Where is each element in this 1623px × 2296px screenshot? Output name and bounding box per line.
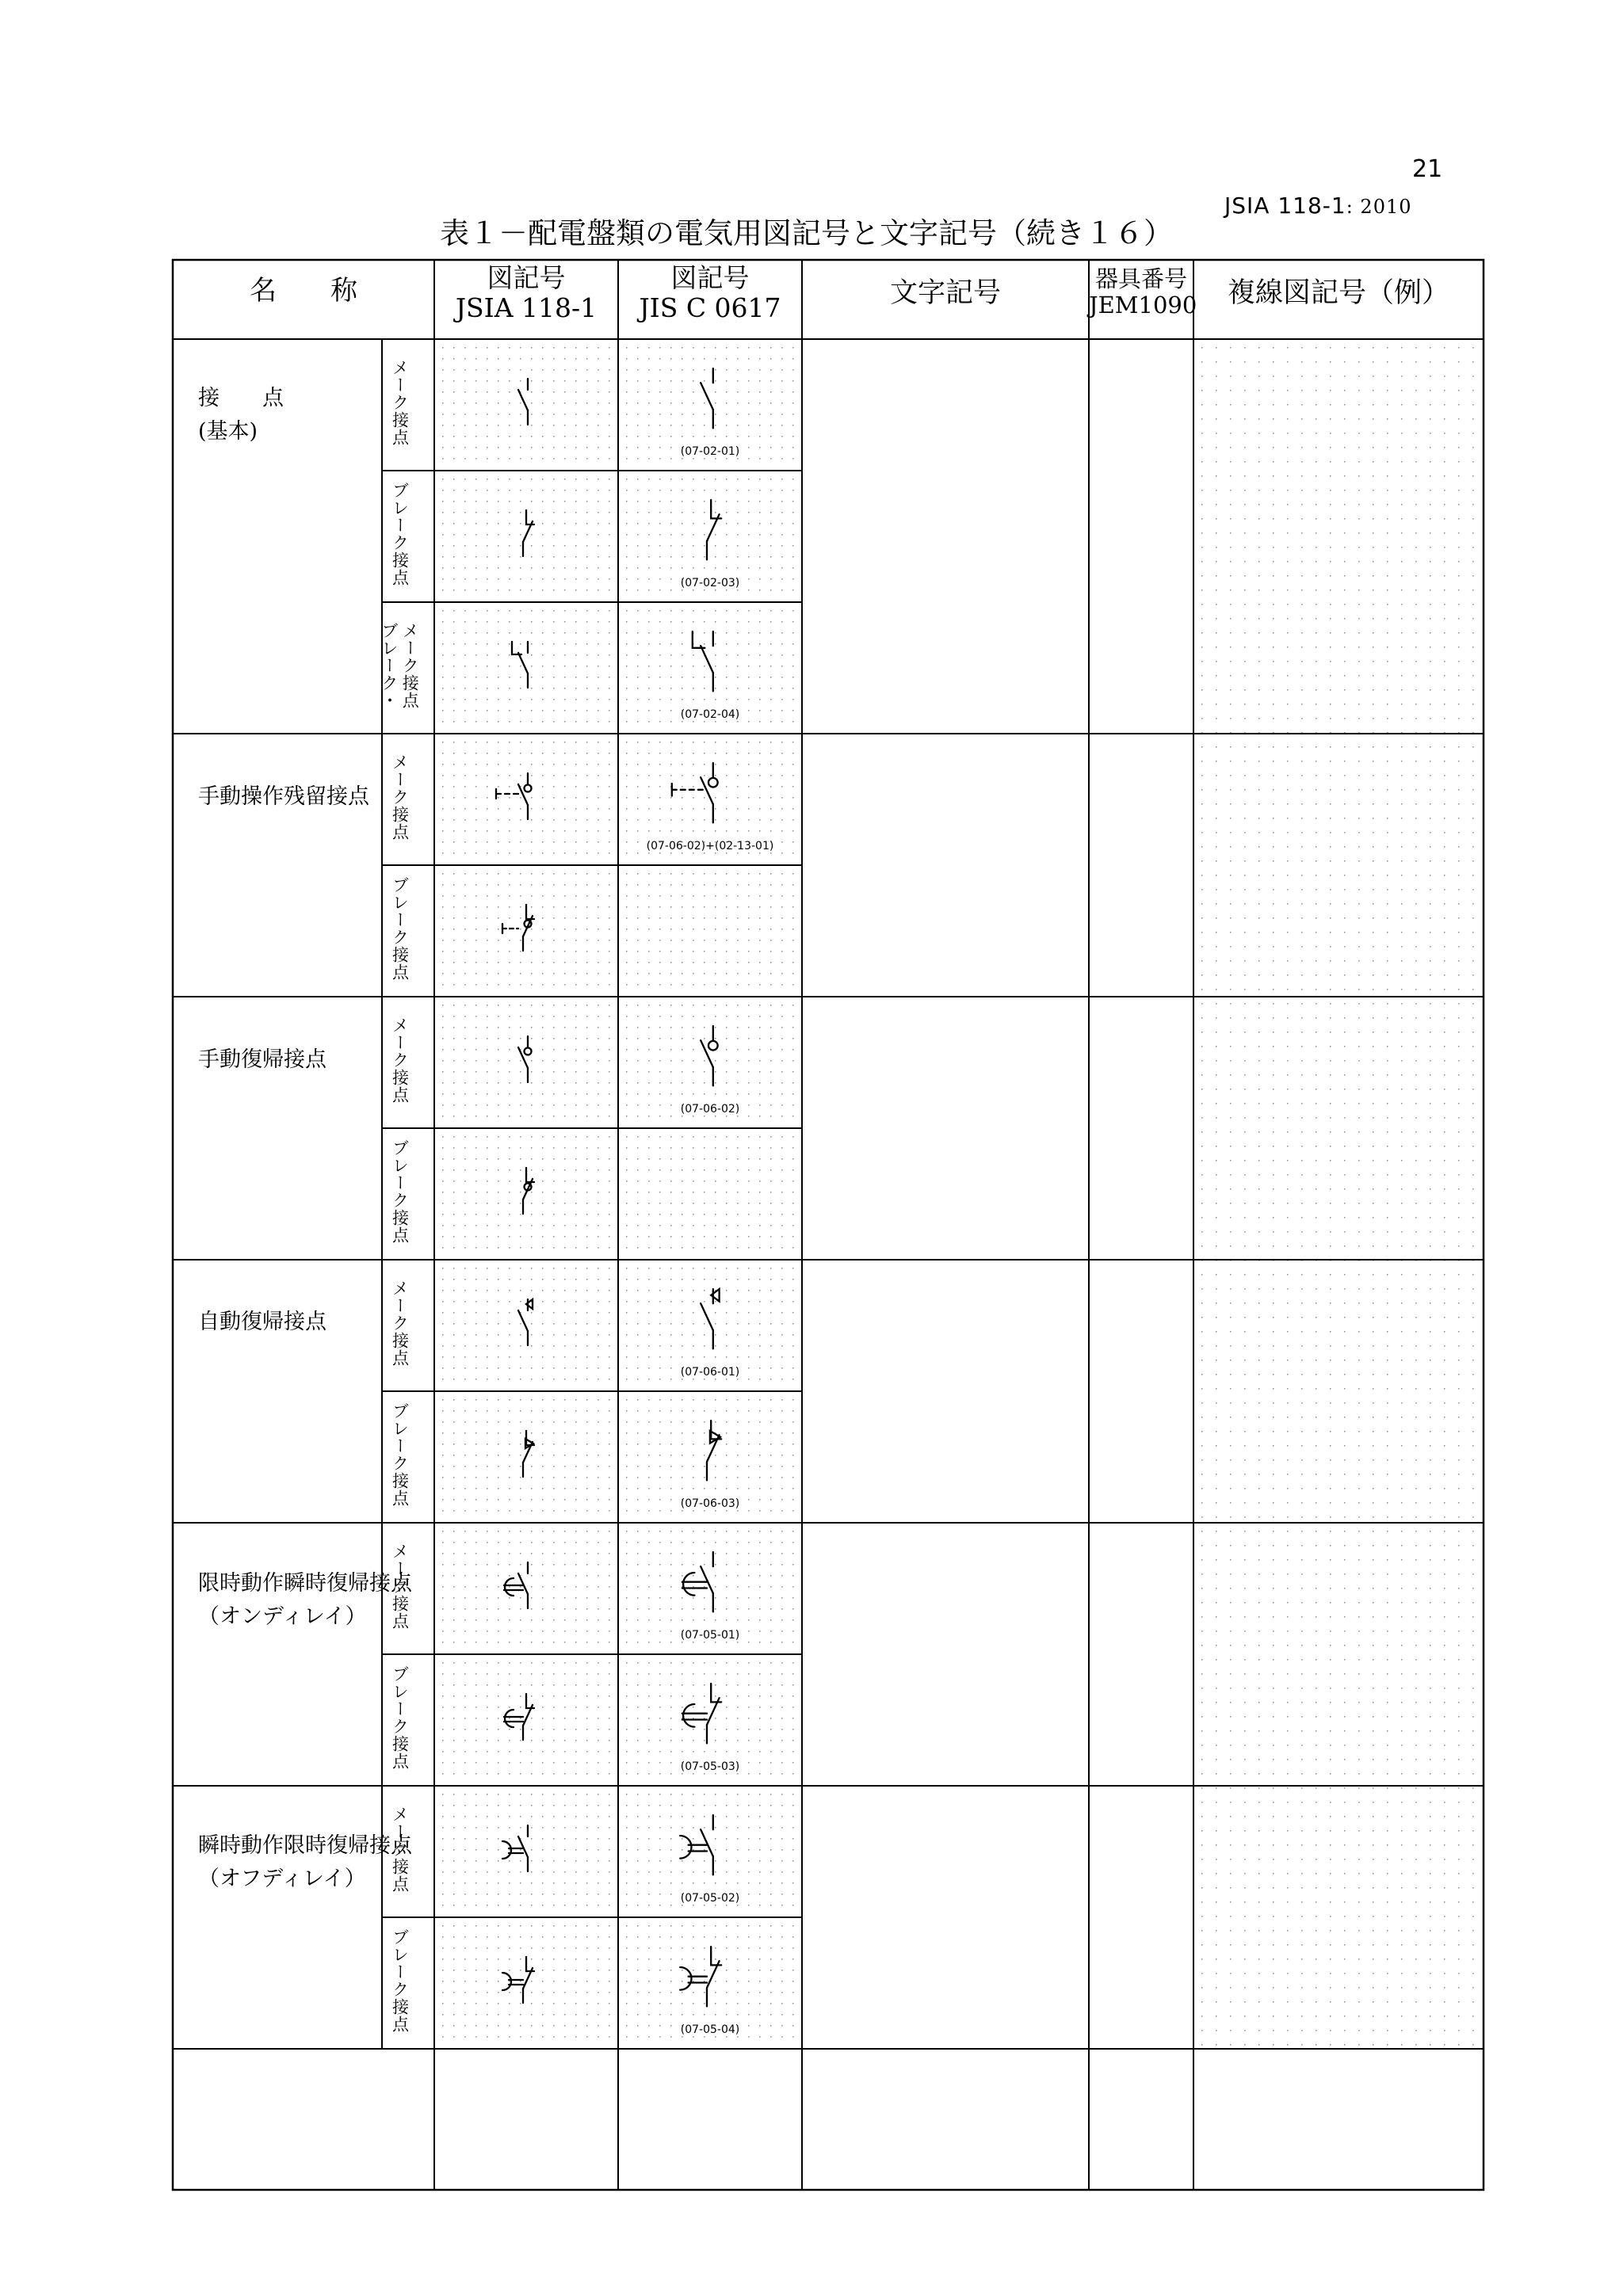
jis-reference-code: (07-02-03) [680, 577, 740, 589]
header-device-number [1089, 265, 1197, 319]
sub-label-text: ブレーク接点 [390, 876, 410, 981]
jis-reference-code: (07-06-03) [680, 1497, 740, 1510]
jis-reference-code: (07-06-02)+(02-13-01) [646, 840, 774, 852]
name-auto-reset: 自動復帰接点 [198, 1310, 327, 1334]
jis-reference-code: (07-05-03) [680, 1760, 740, 1773]
retain-make-contact-symbol [518, 1036, 532, 1082]
sub-label-text: メーク接点 [390, 1280, 410, 1367]
sub-label-text: メーク接点 ブレーク・ [380, 622, 420, 709]
header-jis-line1: 図記号 [670, 262, 750, 293]
sub-label-text: メーク接点 [390, 1016, 410, 1104]
page-number: 21 [1412, 155, 1443, 183]
sub-label-text: ブレーク接点 [390, 1402, 410, 1507]
header-jsia-line1: 図記号 [487, 262, 566, 293]
sub-label-text: ブレーク接点 [390, 482, 410, 586]
auto-make-contact-symbol [518, 1299, 533, 1345]
make-contact-symbol [518, 379, 528, 425]
jis-reference-code: (07-02-01) [680, 445, 740, 458]
sub-label-make [382, 1523, 417, 1650]
ondelay-break-contact-symbol [504, 1694, 534, 1740]
offdelay-break-contact-symbol [502, 1957, 534, 2003]
header-jis-symbol [618, 263, 802, 323]
jis-reference-code: (07-05-02) [680, 1892, 740, 1905]
sub-label-make [382, 997, 417, 1123]
retain-break-contact-symbol [523, 1168, 534, 1214]
header-jis-line2: JIS C 0617 [639, 292, 781, 323]
header-device-line2: JEM1090 [1089, 292, 1197, 319]
make-contact-symbol [701, 368, 713, 428]
sub-label-text: メーク接点 [390, 1806, 410, 1893]
standard-code: JSIA 118-1 [1224, 193, 1346, 219]
header-device-line1: 器具番号 [1094, 265, 1187, 292]
sub-label-text: メーク接点 [390, 753, 410, 841]
retain-make-contact-symbol [701, 1026, 717, 1085]
sub-label-break [382, 1654, 417, 1781]
manual-make-contact-symbol [672, 763, 718, 822]
transfer-contact-symbol [693, 631, 713, 691]
offdelay-make-contact-symbol [502, 1825, 528, 1871]
auto-break-contact-symbol [523, 1431, 534, 1477]
sub-label-break [382, 471, 417, 597]
auto-break-contact-symbol [707, 1421, 721, 1480]
ondelay-break-contact-symbol [682, 1684, 721, 1743]
ondelay-make-contact-symbol [682, 1552, 713, 1611]
table-frame [173, 260, 1484, 2190]
sub-label-text: メーク接点 [390, 1543, 410, 1630]
sub-label-break [382, 1391, 417, 1518]
manual-make-contact-symbol [496, 773, 532, 819]
sub-label-break [382, 1917, 417, 2044]
jis-reference-code: (07-05-04) [680, 2023, 740, 2036]
offdelay-break-contact-symbol [680, 1947, 721, 2006]
sub-label-make [382, 1260, 417, 1386]
sub-label-text: ブレーク接点 [390, 1928, 410, 2033]
header-jsia-symbol [434, 263, 618, 323]
sub-label-text: メーク接点 [390, 359, 410, 446]
sub-label-make [382, 1786, 417, 1913]
jis-reference-code: (07-06-01) [680, 1366, 740, 1379]
manual-break-contact-symbol [502, 905, 534, 951]
jis-reference-code: (07-05-01) [680, 1629, 740, 1642]
auto-make-contact-symbol [701, 1289, 719, 1348]
standard-year: : 2010 [1346, 196, 1412, 218]
ondelay-make-contact-symbol [504, 1562, 528, 1608]
sub-label-make [382, 734, 417, 860]
sub-label-text: ブレーク接点 [390, 1139, 410, 1244]
break-contact-symbol [707, 500, 721, 559]
header-name: 名 称 [250, 275, 357, 307]
name-on-delay: 限時動作瞬時復帰接点 （オンディレイ） [198, 1571, 412, 1629]
sub-label-break [382, 865, 417, 992]
transfer-contact-symbol [512, 642, 528, 688]
header-jsia-line2: JSIA 118-1 [455, 292, 598, 323]
sub-label-text: ブレーク接点 [390, 1665, 410, 1770]
offdelay-make-contact-symbol [680, 1815, 713, 1875]
name-manual-residual: 手動操作残留接点 [198, 784, 369, 809]
name-manual-reset: 手動復帰接点 [198, 1047, 327, 1072]
sub-label-break-make [380, 602, 420, 729]
header-letter-symbol: 文字記号 [889, 277, 1001, 309]
name-off-delay: 瞬時動作限時復帰接点 （オフディレイ） [198, 1833, 412, 1891]
name-contact-basic: 接 点 (基本) [198, 386, 284, 444]
sub-label-break [382, 1128, 417, 1255]
header-diagram-example: 複線図記号（例） [1227, 277, 1449, 309]
jis-reference-code: (07-06-02) [680, 1103, 740, 1116]
table-title: 表１－配電盤類の電気用図記号と文字記号（続き１６） [440, 216, 1173, 250]
sub-label-make [382, 339, 417, 466]
break-contact-symbol [523, 510, 534, 556]
jis-reference-code: (07-02-04) [680, 708, 740, 721]
